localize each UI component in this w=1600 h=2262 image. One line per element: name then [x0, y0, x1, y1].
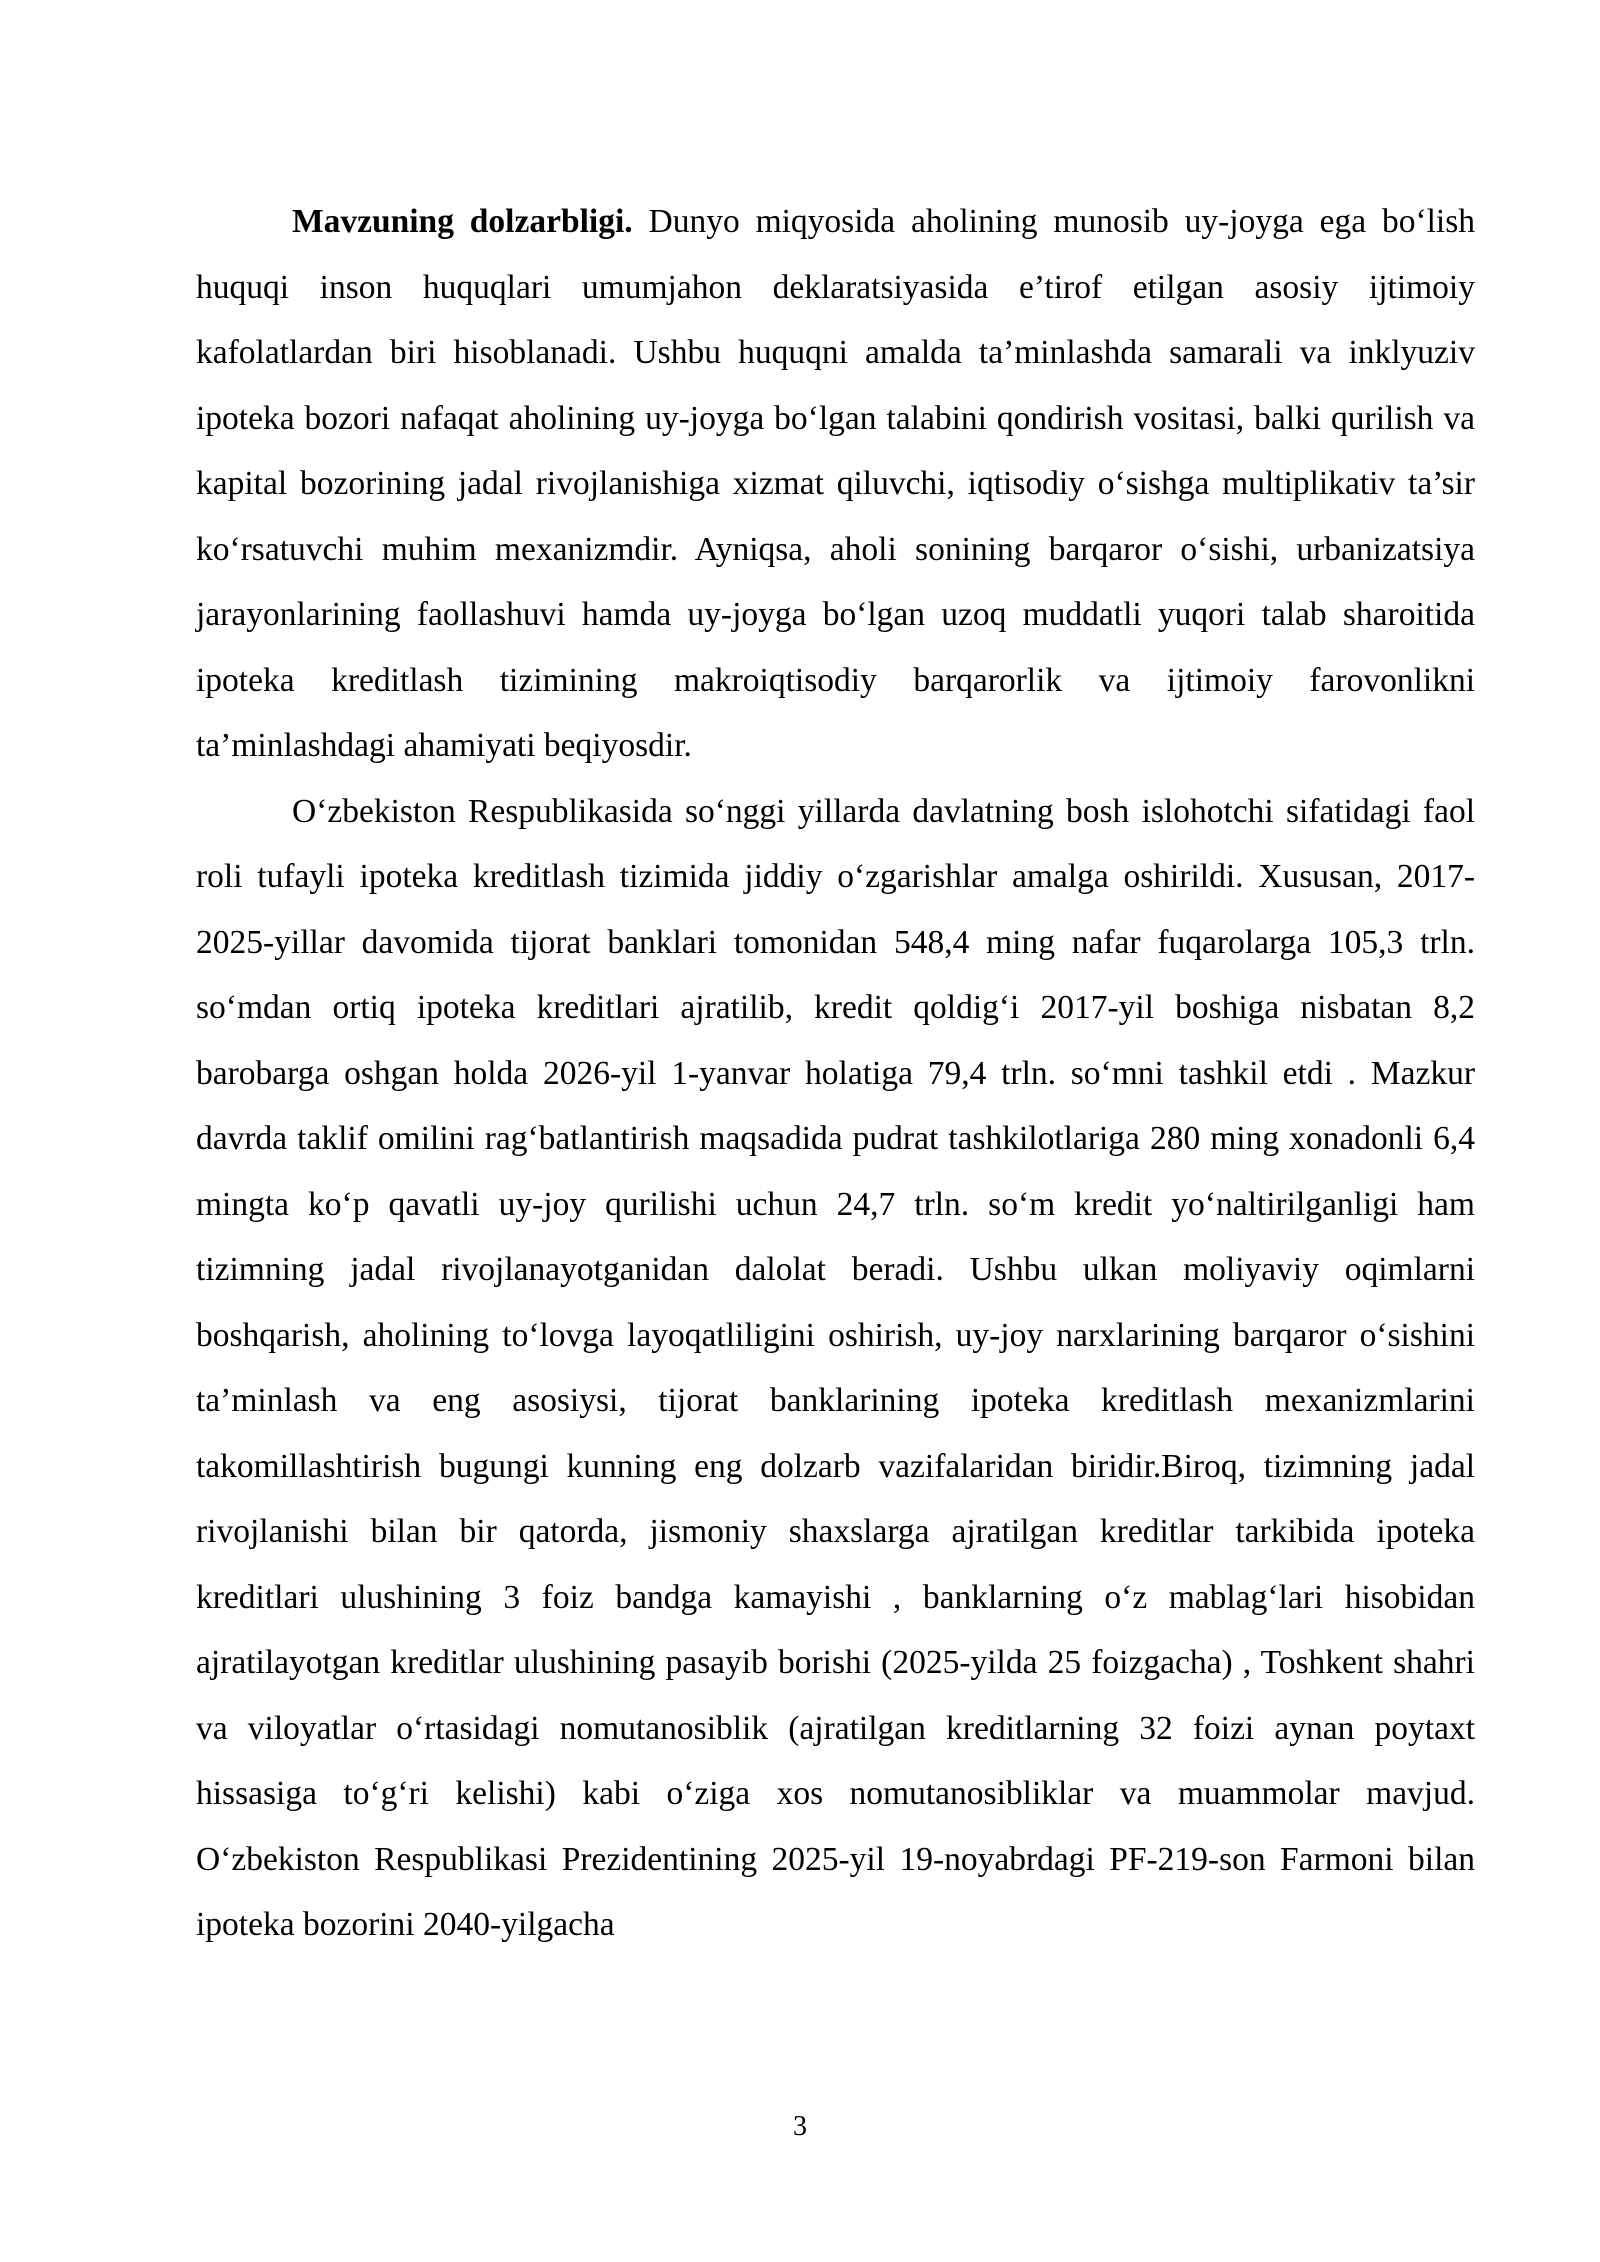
page-number: 3	[793, 2111, 807, 2142]
body-text	[196, 189, 1475, 1958]
paragraph-text: O‘zbekiston Respublikasida so‘nggi yillarda davlatning bosh islohotchi sifatidagi faol roli tufayli ipoteka kreditlash tizimida jiddiy o‘zgarishlar amalga oshirildi. Xususan, 2017-2025-yillar davomida tijorat banklari tomonidan 548,4 ming nafar fuqarolarga 105,3 trln. so‘mdan ortiq ipoteka kreditlari ajratilib, kredit qoldig‘i 2017-yil boshiga nisbatan 8,2 barobarga oshgan holda 2026-yil 1-yanvar holatiga 79,4 trln. so‘mni tashkil etdi . Mazkur davrda taklif omilini rag‘batlantirish maqsadida pudrat tashkilotlariga 280 ming xonadonli 6,4 mingta ko‘p qavatli uy-joy qurilishi uchun 24,7 trln. so‘m kredit yo‘naltirilganligi ham tizimning jadal rivojlanayotganidan dalolat beradi. Ushbu ulkan moliyaviy oqimlarni boshqarish, aholining to‘lovga layoqatliligini oshirish, uy-joy narxlarining barqaror o‘sishini ta’minlash va eng asosiysi, tijorat banklarining ipoteka kreditlash mexanizmlarini takomillashtirish bugungi kunning eng dolzarb vazifalaridan biridir.Biroq, tizimning jadal rivojlanishi bilan bir qatorda, jismoniy shaxslarga ajratilgan kreditlar tarkibida ipoteka kreditlari ulushining 3 foiz bandga kamayishi , banklarning o‘z mablag‘lari hisobidan ajratilayotgan kreditlar ulushining pasayib borishi (2025-yilda 25 foizgacha) , Toshkent shahri va viloyatlar o‘rtasidagi nomutanosiblik (ajratilgan kreditlarning 32 foizi aynan poytaxt hissasiga to‘g‘ri kelishi) kabi o‘ziga xos nomutanosibliklar va muammolar mavjud. O‘zbekiston Respublikasi Prezidentining 2025-yil 19-noyabrdagi PF-219-son Farmoni bilan ipoteka bozorini 2040-yilgacha	[196, 792, 1475, 1943]
paragraph-uzbekistan-mortgage	[196, 779, 1475, 1958]
section-heading: Mavzuning dolzarbligi.	[292, 203, 633, 240]
paragraph-text: Dunyo miqyosida aholining munosib uy-joyga ega bo‘lish huquqi inson huquqlari umumjahon deklaratsiyasida e’tirof etilgan asosiy ijtimoiy kafolatlardan biri hisoblanadi. Ushbu huquqni amalda ta’minlashda samarali va inklyuziv ipoteka bozori nafaqat aholining uy-joyga bo‘lgan talabini qondirish vositasi, balki qurilish va kapital bozorining jadal rivojlanishiga xizmat qiluvchi, iqtisodiy o‘sishga multiplikativ ta’sir ko‘rsatuvchi muhim mexanizmdir. Ayniqsa, aholi sonining barqaror o‘sishi, urbanizatsiya jarayonlarining faollashuvi hamda uy-joyga bo‘lgan uzoq muddatli yuqori talab sharoitida ipoteka kreditlash tizimining makroiqtisodiy barqarorlik va ijtimoiy farovonlikni ta’minlashdagi ahamiyati beqiyosdir.	[196, 203, 1475, 764]
paragraph-relevance	[196, 189, 1475, 779]
